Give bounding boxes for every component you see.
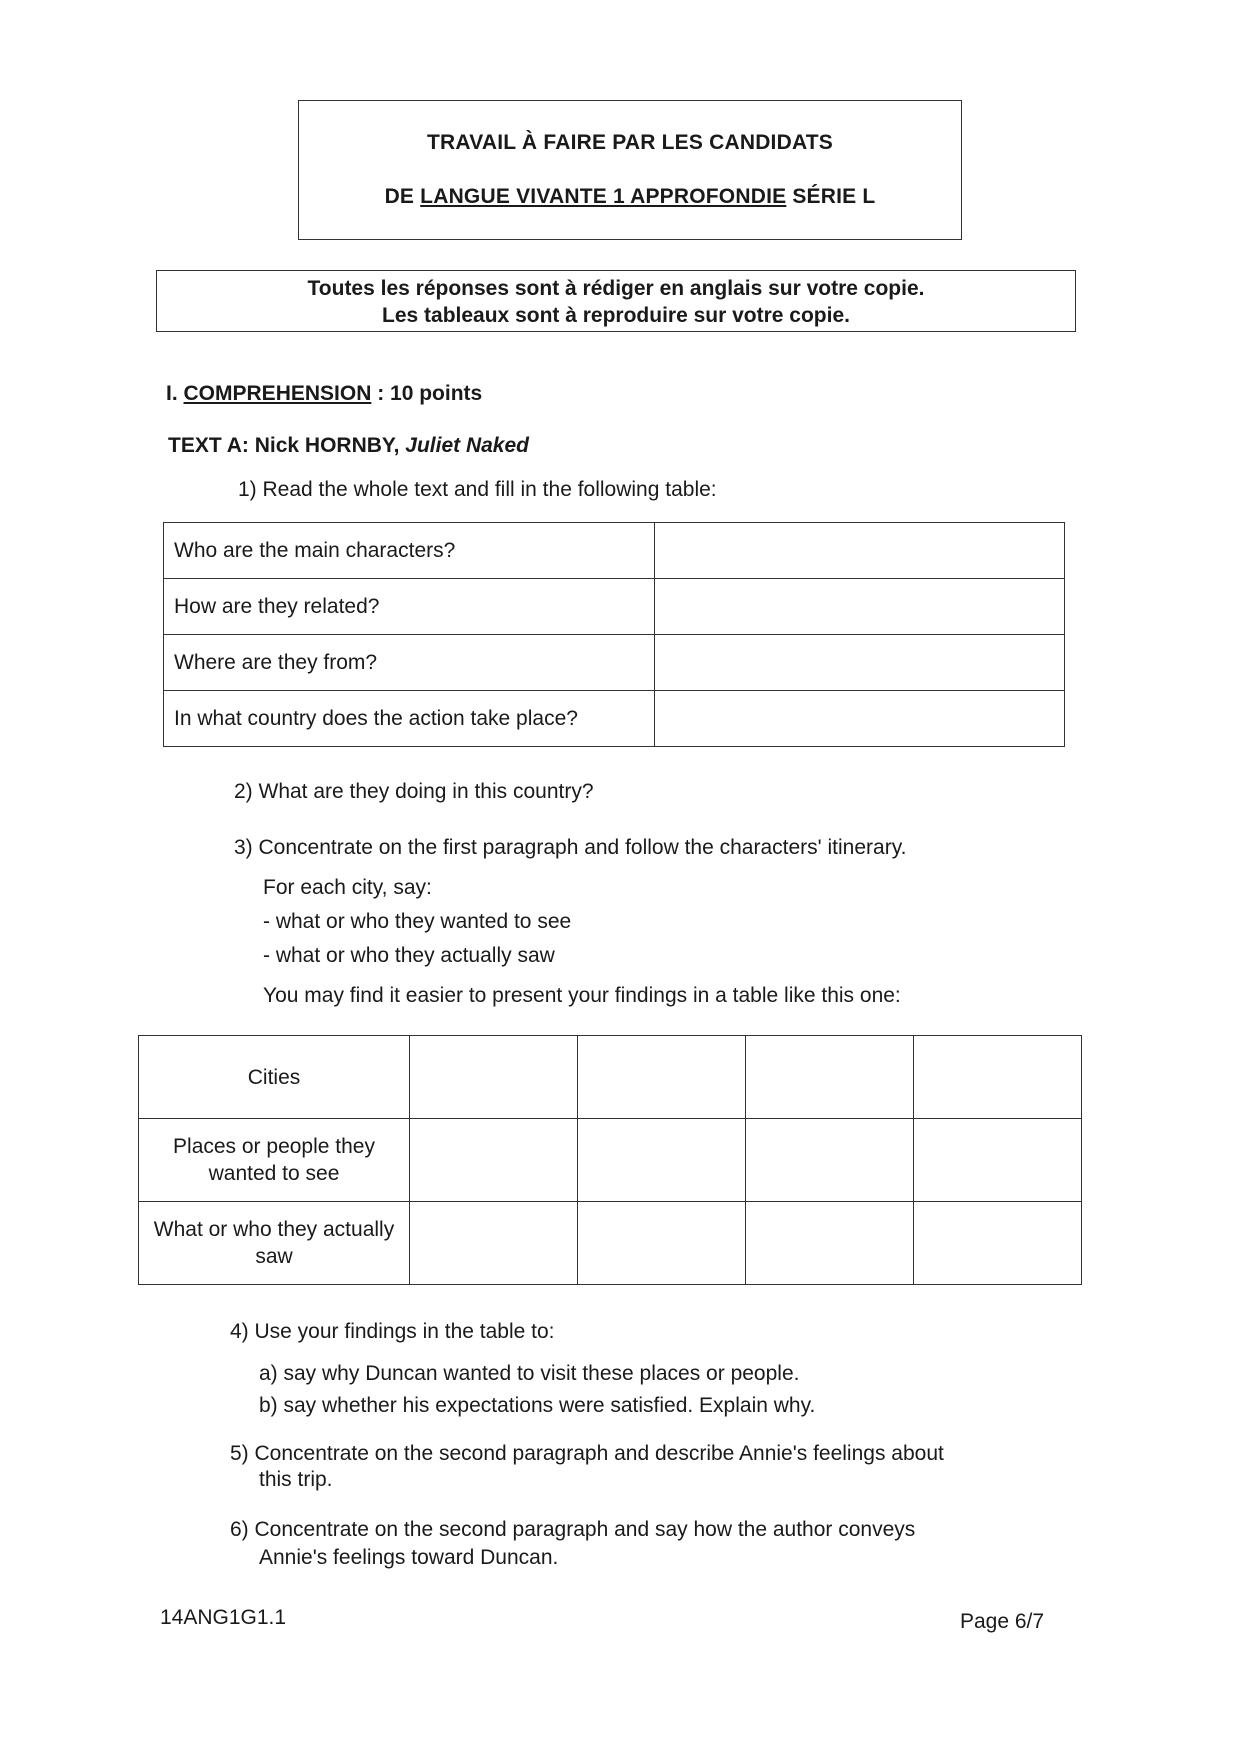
question-1: 1) Read the whole text and fill in the following table: [238, 478, 717, 501]
instructions-box [156, 270, 1076, 332]
table-cell [578, 1036, 746, 1119]
question-3-line2: - what or who they wanted to see [263, 910, 572, 933]
table-row [139, 1036, 1082, 1119]
question-6: 6) Concentrate on the second paragraph and say how the author conveys [230, 1518, 916, 1541]
question-5-line2: this trip. [259, 1468, 333, 1491]
question-4b: b) say whether his expectations were satisfied. Explain why. [259, 1394, 816, 1417]
table-row-label: Cities [139, 1036, 410, 1119]
table-cell-label: Where are they from? [164, 635, 655, 691]
characters-table [163, 522, 1065, 747]
itinerary-table [138, 1035, 1082, 1285]
question-3-line1: For each city, say: [263, 876, 432, 899]
table-row-label: Places or people they wanted to see [139, 1119, 410, 1202]
table-cell [746, 1119, 914, 1202]
task-header-line1: TRAVAIL À FAIRE PAR LES CANDIDATS [427, 131, 833, 154]
table-cell [578, 1119, 746, 1202]
table-cell-label: Who are the main characters? [164, 523, 655, 579]
table-row-label: What or who they actually saw [139, 1202, 410, 1285]
task-header-box [298, 100, 962, 240]
table-cell [578, 1202, 746, 1285]
table-cell [914, 1119, 1082, 1202]
table-cell-answer [655, 579, 1065, 635]
table-row [164, 691, 1065, 747]
table-cell [914, 1036, 1082, 1119]
table-cell-answer [655, 523, 1065, 579]
table-cell [914, 1202, 1082, 1285]
question-4a: a) say why Duncan wanted to visit these places or people. [259, 1362, 800, 1385]
table-cell-label: In what country does the action take place? [164, 691, 655, 747]
table-row [164, 635, 1065, 691]
question-4: 4) Use your findings in the table to: [230, 1320, 555, 1343]
table-row [139, 1202, 1082, 1285]
text-title: TEXT A: Nick HORNBY, Juliet Naked [168, 434, 529, 457]
table-cell-answer [655, 691, 1065, 747]
question-6-line2: Annie's feelings toward Duncan. [259, 1546, 559, 1569]
instructions-line2: Les tableaux sont à reproduire sur votre copie. [382, 304, 850, 327]
table-row [139, 1119, 1082, 1202]
question-2: 2) What are they doing in this country? [234, 780, 594, 803]
footer-page-number: Page 6/7 [960, 1610, 1045, 1633]
footer-code: 14ANG1G1.1 [160, 1606, 287, 1629]
question-5: 5) Concentrate on the second paragraph and describe Annie's feelings about [230, 1442, 944, 1465]
section-heading: I. COMPREHENSION : 10 points [166, 382, 483, 405]
table-cell [746, 1202, 914, 1285]
table-row [164, 579, 1065, 635]
table-cell [410, 1202, 578, 1285]
question-3: 3) Concentrate on the first paragraph and follow the characters' itinerary. [234, 836, 907, 859]
table-row [164, 523, 1065, 579]
question-3-line3: - what or who they actually saw [263, 944, 555, 967]
task-header-line2: DE LANGUE VIVANTE 1 APPROFONDIE SÉRIE L [384, 185, 876, 208]
table-cell [410, 1036, 578, 1119]
table-cell [410, 1119, 578, 1202]
instructions-line1: Toutes les réponses sont à rédiger en anglais sur votre copie. [307, 277, 925, 300]
table-cell-answer [655, 635, 1065, 691]
question-3-line4: You may find it easier to present your findings in a table like this one: [263, 984, 901, 1007]
table-cell-label: How are they related? [164, 579, 655, 635]
table-cell [746, 1036, 914, 1119]
